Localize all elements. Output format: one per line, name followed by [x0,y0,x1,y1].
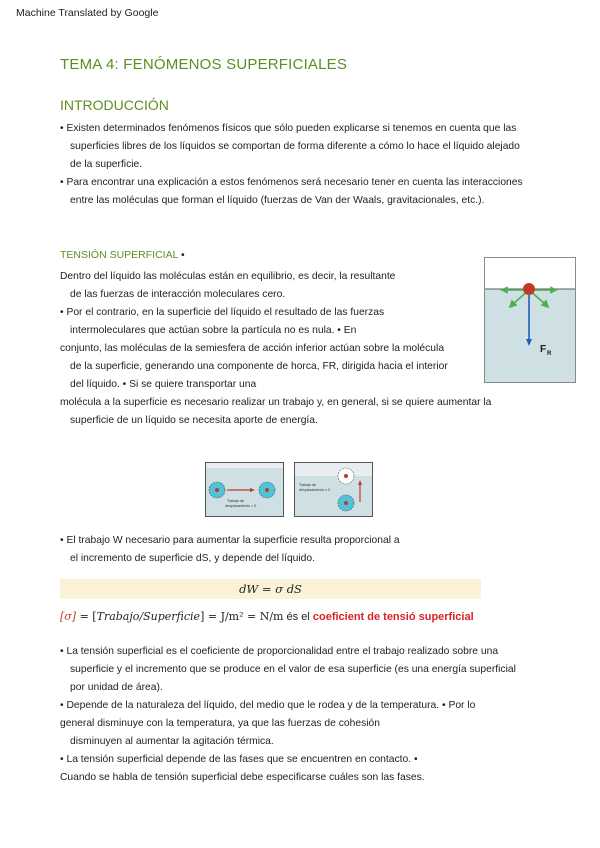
heading-bullet: • [180,249,185,261]
heading-text: TENSIÓN SUPERFICIAL [60,249,179,261]
force-label: F [540,344,547,355]
text-line: del líquido. • Si se quiere transportar una [70,379,257,390]
definition-paragraph [60,643,560,787]
text-line: molécula a la superficie es necesario realizar un trabajo y, en general, si se quiere aumentar la [60,397,492,408]
work-displacement-figure [205,462,375,517]
surface-molecule-figure [484,257,576,383]
units-ratio: Trabajo/Superficie [96,610,201,623]
force-label-subscript: R [547,351,552,357]
text-line: Dentro del líquido las moléculas están en equilibrio, es decir, la resultante [60,271,396,282]
text-line: Cuando se habla de tensión superficial debe especificarse cuáles son las fases. [60,772,425,783]
text-line: intermoleculares que actúan sobre la partícula no es nula. • En [70,325,357,336]
units-es: és el [283,611,313,623]
left-molecule-a [215,488,219,492]
page-title: TEMA 4: FENÓMENOS SUPERFICIALES [60,56,348,73]
liquid-region [485,289,575,382]
text-line: • Por el contrario, en la superficie del líquido el resultado de las fuerzas [60,307,385,318]
text-line: entre las moléculas que forman el líquido (fuerzas de Van der Waals, gravitacionales, etc.). [70,195,485,206]
intro-bullet-1 [60,120,560,174]
work-paragraph [60,532,560,568]
section-heading-introduccion: INTRODUCCIÓN [60,97,169,113]
text-line: disminuyen al aumentar la agitación térmica. [70,736,274,747]
text-line: general disminuye con la temperatura, ya que las fuerzas de cohesión [60,718,380,729]
text-line: • Para encontrar una explicación a estos fenómenos será necesario tener en cuenta las interacciones [60,177,523,188]
text-line: • La tensión superficial es el coeficiente de proporcionalidad entre el trabajo realizado sobre una [60,646,499,657]
text-line: • Depende de la naturaleza del líquido, del medio que le rodea y de la temperatura. • Por lo [60,700,476,711]
text-line: superficie y el incremento que se produce en el valor de esa superficie (es una energía superficial [70,664,516,675]
text-line: • Existen determinados fenómenos físicos que sólo pueden explicarse si tenemos en cuenta que las [60,123,517,134]
text-line: • La tensión superficial depende de las fases que se encuentren en contacto. • [60,754,418,765]
intro-bullet-2 [60,174,560,210]
units-eq1: = [ [76,610,97,623]
left-label-line-2: desplazamiento = 0 [225,504,257,508]
text-line: de la superficie, generando una componente de horca, FR, dirigida hacia el interior [70,361,448,372]
text-line: • El trabajo W necesario para aumentar la superficie resulta proporcional a [60,535,400,546]
coefficient-label: coeficient de tensió superficial [312,611,474,623]
tension-paragraph [60,268,530,430]
text-line: superficie de un líquido se necesita aporte de energía. [70,415,318,426]
right-molecule-deep [344,501,348,505]
sigma-symbol: [σ] [60,610,77,623]
units-eq2: ] = J/m² = N/m [200,610,284,623]
surface-molecule [523,283,535,295]
text-line: superficies libres de los líquidos se comportan de forma diferente a cómo lo hace el líquido alejado [70,141,520,152]
machine-translated-notice: Machine Translated by Google [16,7,159,19]
right-label-line-2: desplazamiento ≠ 0 [299,488,331,492]
section-heading-tension-superficial [60,249,185,261]
left-molecule-b [265,488,269,492]
text-line: de las fuerzas de interacción moleculares cero. [70,289,286,300]
text-line: de la superficie. [70,159,143,170]
text-line: el incremento de superficie dS, y depende del líquido. [70,553,315,564]
text-line: por unidad de área). [70,682,163,693]
work-formula: dW = σ dS [60,579,481,599]
text-line: conjunto, las moléculas de la semiesfera de acción inferior actúan sobre la molécula [60,343,445,354]
right-molecule-surface [344,474,348,478]
units-equation [60,610,474,623]
right-label-line-1: Trabajo de [299,483,317,487]
left-label-line-1: Trabajo de [227,499,245,503]
